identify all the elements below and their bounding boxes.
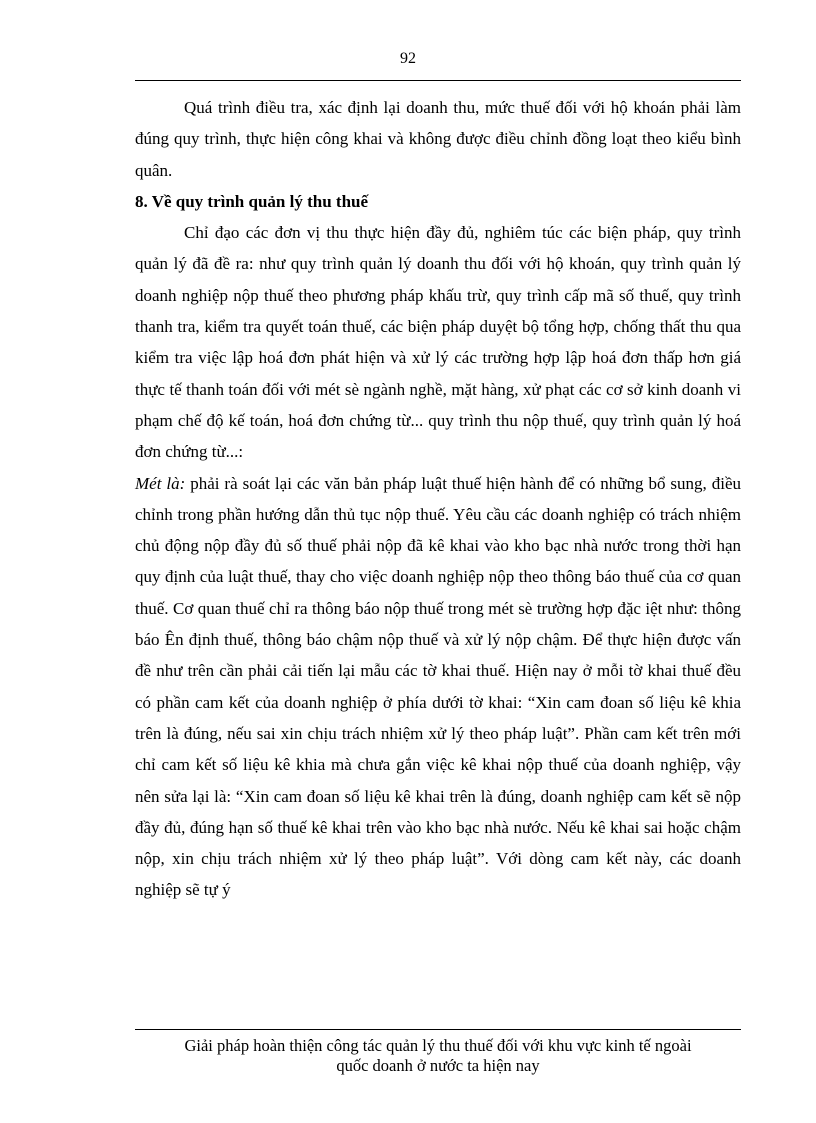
section-heading: 8. Về quy trình quản lý thu thuế <box>135 191 369 211</box>
page-number: 92 <box>400 50 416 67</box>
paragraph-process: Chỉ đạo các đơn vị thu thực hiện đầy đủ, nghiêm túc các biện pháp, quy trình quản lý đã đề ra: như quy trình quản lý doanh thu đối với hộ khoán, quy trình quản lý doanh nghiệp nộp thuế theo phương pháp khấu trừ, quy trình cấp mã số thuế, quy trình thanh tra, kiểm tra quyết toán thuế, các biện pháp duyệt bộ tổng hợp, chống thất thu qua kiểm tra việc lập hoá đơn phát hiện và xử lý các trường hợp lập hoá đơn thấp hơn giá thực tế thanh toán đối với mét sè ngành nghề, mặt hàng, xử phạt các cơ sở kinh doanh vi phạm chế độ kế toán, hoá đơn chứng từ... quy trình thu nộp thuế, quy trình quản lý hoá đơn chứng từ...: <box>135 223 741 462</box>
header-rule <box>135 80 741 81</box>
first-point-lead: Mét là: <box>135 473 186 493</box>
document-body <box>135 92 741 906</box>
first-point-text: phải rà soát lại các văn bản pháp luật thuế hiện hành để có những bổ sung, điều chỉnh trong phần hướng dẫn thủ tục nộp thuế. Yêu cầu các doanh nghiệp có trách nhiệm chủ động nộp đầy đủ số thuế phải nộp đã kê khai vào kho bạc nhà nước trong thời hạn quy định của luật thuế, thay cho việc doanh nghiệp nộp theo thông báo thuế của cơ quan thuế. Cơ quan thuế chỉ ra thông báo nộp thuế trong mét sè trường hợp đặc iệt như: thông báo Ên định thuế, thông báo chậm nộp thuế và xử lý nộp chậm. Để thực hiện được vấn đề như trên cần phải cải tiến lại mẫu các tờ khai thuế. Hiện nay ở mỗi tờ khai thuế đều có phần cam kết của doanh nghiệp ở phía dưới tờ khai: “Xin cam đoan số liệu kê khia trên là đúng, nếu sai xin chịu trách nhiệm xử lý theo pháp luật”. Phần cam kết trên mới chỉ cam kết số liệu kê khia mà chưa gắn việc kê khai nộp thuế của doanh nghiệp, vậy nên sửa lại là: “Xin cam đoan số liệu kê khai trên là đúng, doanh nghiệp cam kết sẽ nộp đầy đủ, đúng hạn số thuế kê khai trên vào kho bạc nhà nước. Nếu kê khai sai hoặc chậm nộp, xin chịu trách nhiệm xử lý theo pháp luật”. Với dòng cam kết này, các doanh nghiệp sẽ tự ý <box>135 473 741 900</box>
footer-line-2: quốc doanh ở nước ta hiện nay <box>336 1056 540 1075</box>
footer <box>135 1036 741 1076</box>
paragraph-first-point <box>135 468 741 906</box>
footer-line-1: Giải pháp hoàn thiện công tác quản lý thu thuế đối với khu vực kinh tế ngoài <box>184 1036 692 1055</box>
paragraph-intro: Quá trình điều tra, xác định lại doanh thu, mức thuế đối với hộ khoán phải làm đúng quy trình, thực hiện công khai và không được điều chỉnh đồng loạt theo kiểu bình quân. <box>135 98 741 180</box>
footer-rule <box>135 1029 741 1030</box>
